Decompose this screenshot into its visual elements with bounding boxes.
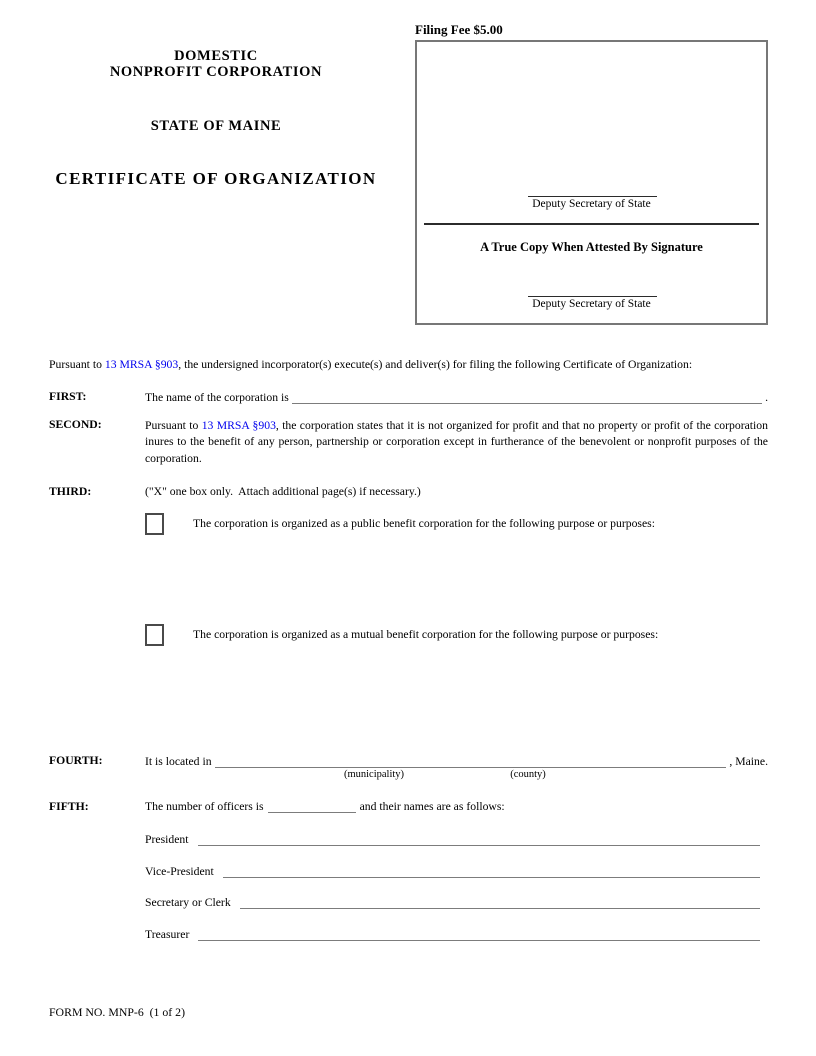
state-heading: STATE OF MAINE (150, 118, 282, 134)
corporation-type-line1: DOMESTIC (174, 48, 258, 64)
officer-count-prompt: The number of officers is (145, 800, 264, 813)
fourth-section-label: FOURTH: (49, 754, 103, 767)
first-section-label: FIRST: (49, 390, 87, 403)
second-pre-text: Pursuant to (145, 419, 202, 432)
public-benefit-option-text: The corporation is organized as a public benefit corporation for the following purpose or purposes: (193, 517, 655, 530)
officer-row-vice-president (145, 864, 760, 878)
officer-row-secretary (145, 895, 760, 909)
first-section-body (145, 390, 768, 404)
location-prompt: It is located in (145, 755, 212, 768)
president-name-field[interactable] (198, 832, 761, 846)
officer-count-field[interactable] (268, 802, 356, 813)
first-line-suffix: . (765, 391, 768, 404)
form-number-footer: FORM NO. MNP-6 (1 of 2) (49, 1005, 185, 1019)
third-instruction: ("X" one box only. Attach additional page(s) if necessary.) (145, 485, 421, 498)
officer-row-president (145, 832, 760, 846)
corporation-name-prompt: The name of the corporation is (145, 391, 289, 404)
divider-line (424, 223, 759, 225)
mutual-benefit-option-text: The corporation is organized as a mutual benefit corporation for the following purpose or purposes: (193, 628, 659, 641)
municipality-county-field[interactable] (215, 754, 727, 768)
vice-president-name-field[interactable] (223, 864, 760, 878)
second-post-text: , the corporation states that it is not organized for profit and that no property or profit of the corporation inures to the benefit of any person, partnership or corporation except in furtherance of the benevolent or nonprofit purposes of the corporation. (145, 419, 768, 465)
mutual-benefit-checkbox[interactable] (145, 624, 164, 646)
true-copy-attest-text: A True Copy When Attested By Signature (480, 240, 703, 254)
officer-row-treasurer (145, 927, 760, 941)
secretary-label: Secretary or Clerk (145, 896, 231, 909)
president-label: President (145, 833, 189, 846)
fifth-section-body (145, 800, 605, 813)
fifth-section-label: FIFTH: (49, 800, 89, 813)
deputy-secretary-label-bottom: Deputy Secretary of State (532, 298, 651, 310)
intro-paragraph (49, 358, 771, 371)
second-section-label: SECOND: (49, 418, 102, 431)
municipality-sublabel: (municipality) (343, 769, 405, 780)
corporation-type-line2: NONPROFIT CORPORATION (109, 64, 323, 80)
maine-suffix: , Maine. (729, 755, 768, 768)
signature-line (528, 196, 657, 197)
intro-pre-text: Pursuant to (49, 358, 105, 371)
corporation-name-field[interactable] (292, 390, 762, 404)
intro-post-text: , the undersigned incorporator(s) execute(s) and deliver(s) for filing the following Certificate of Organization: (178, 358, 693, 371)
filing-fee-label: Filing Fee $5.00 (415, 22, 503, 37)
signature-line (528, 296, 657, 297)
secretary-name-field[interactable] (240, 895, 760, 909)
treasurer-name-field[interactable] (198, 927, 760, 941)
mrsa-903-link[interactable]: 13 MRSA §903 (201, 419, 276, 432)
second-section-body (145, 418, 768, 467)
fourth-section-body (145, 754, 768, 768)
treasurer-label: Treasurer (145, 928, 190, 941)
attestation-stamp-box (415, 40, 768, 325)
officer-names-prompt: and their names are as follows: (359, 800, 505, 813)
mrsa-903-link[interactable]: 13 MRSA §903 (104, 358, 179, 371)
page-title: CERTIFICATE OF ORGANIZATION (55, 169, 377, 188)
county-sublabel: (county) (510, 769, 546, 780)
corporation-type-heading (70, 48, 362, 80)
vice-president-label: Vice-President (145, 865, 214, 878)
deputy-secretary-label-top: Deputy Secretary of State (532, 198, 651, 210)
third-section-label: THIRD: (49, 485, 92, 498)
public-benefit-checkbox[interactable] (145, 513, 164, 535)
